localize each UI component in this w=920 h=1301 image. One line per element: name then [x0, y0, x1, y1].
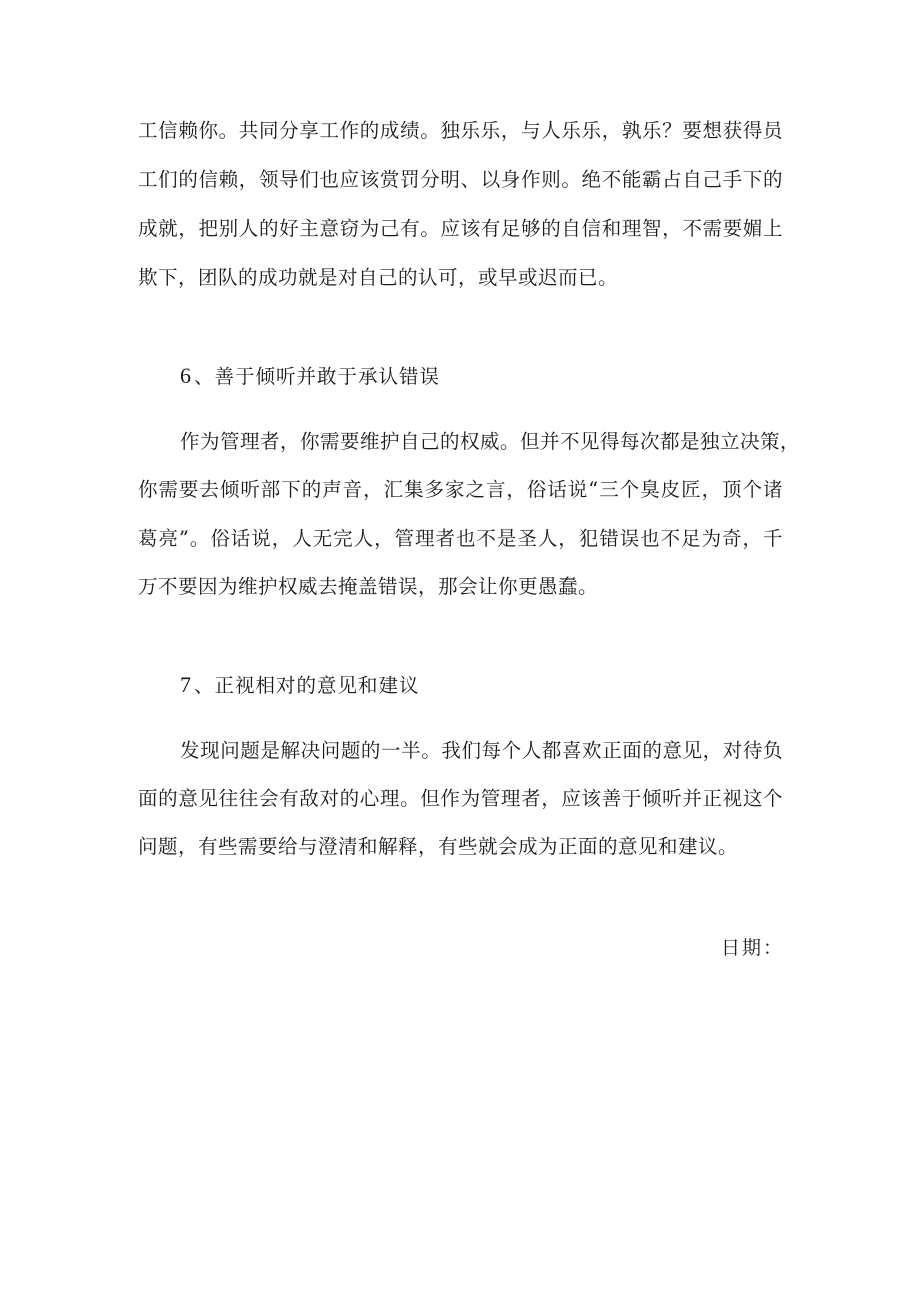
- paragraph-line: 发现问题是解决问题的一半。我们每个人都喜欢正面的意见，对待负: [180, 739, 783, 762]
- section-number: 6: [180, 363, 192, 388]
- paragraph-line: 成就，把别人的好主意窃为己有。应该有足够的自信和理智，不需要媚上: [138, 217, 783, 240]
- date-label: 日期：: [721, 937, 785, 959]
- section-number: 7: [180, 672, 192, 697]
- section-title: 、正视相对的意见和建议: [194, 674, 420, 697]
- paragraph-line: 问题，有些需要给与澄清和解释，有些就会成为正面的意见和建议。: [138, 835, 739, 858]
- section-7-heading: [180, 671, 420, 700]
- paragraph-line: 葛亮”。俗话说，人无完人，管理者也不是圣人，犯错误也不足为奇，千: [138, 527, 783, 550]
- section-title: 、善于倾听并敢于承认错误: [194, 365, 441, 388]
- paragraph-line: 作为管理者，你需要维护自己的权威。但并不见得每次都是独立决策，: [180, 430, 801, 453]
- paragraph-line: 工们的信赖，领导们也应该赏罚分明、以身作则。绝不能霸占自己手下的: [138, 168, 783, 191]
- paragraph-line: 面的意见往往会有敌对的心理。但作为管理者，应该善于倾听并正视这个: [138, 787, 783, 810]
- paragraph-line: 万不要因为维护权威去掩盖错误，那会让你更愚蠢。: [138, 575, 599, 598]
- paragraph-line: 工信赖你。共同分享工作的成绩。独乐乐，与人乐乐，孰乐？要想获得员: [138, 119, 783, 142]
- section-6-heading: [180, 362, 440, 391]
- paragraph-line: 欺下，团队的成功就是对自己的认可，或早或迟而已。: [138, 266, 619, 289]
- paragraph-line: 你需要去倾听部下的声音，汇集多家之言，俗话说“三个臭皮匠，顶个诸: [138, 478, 783, 501]
